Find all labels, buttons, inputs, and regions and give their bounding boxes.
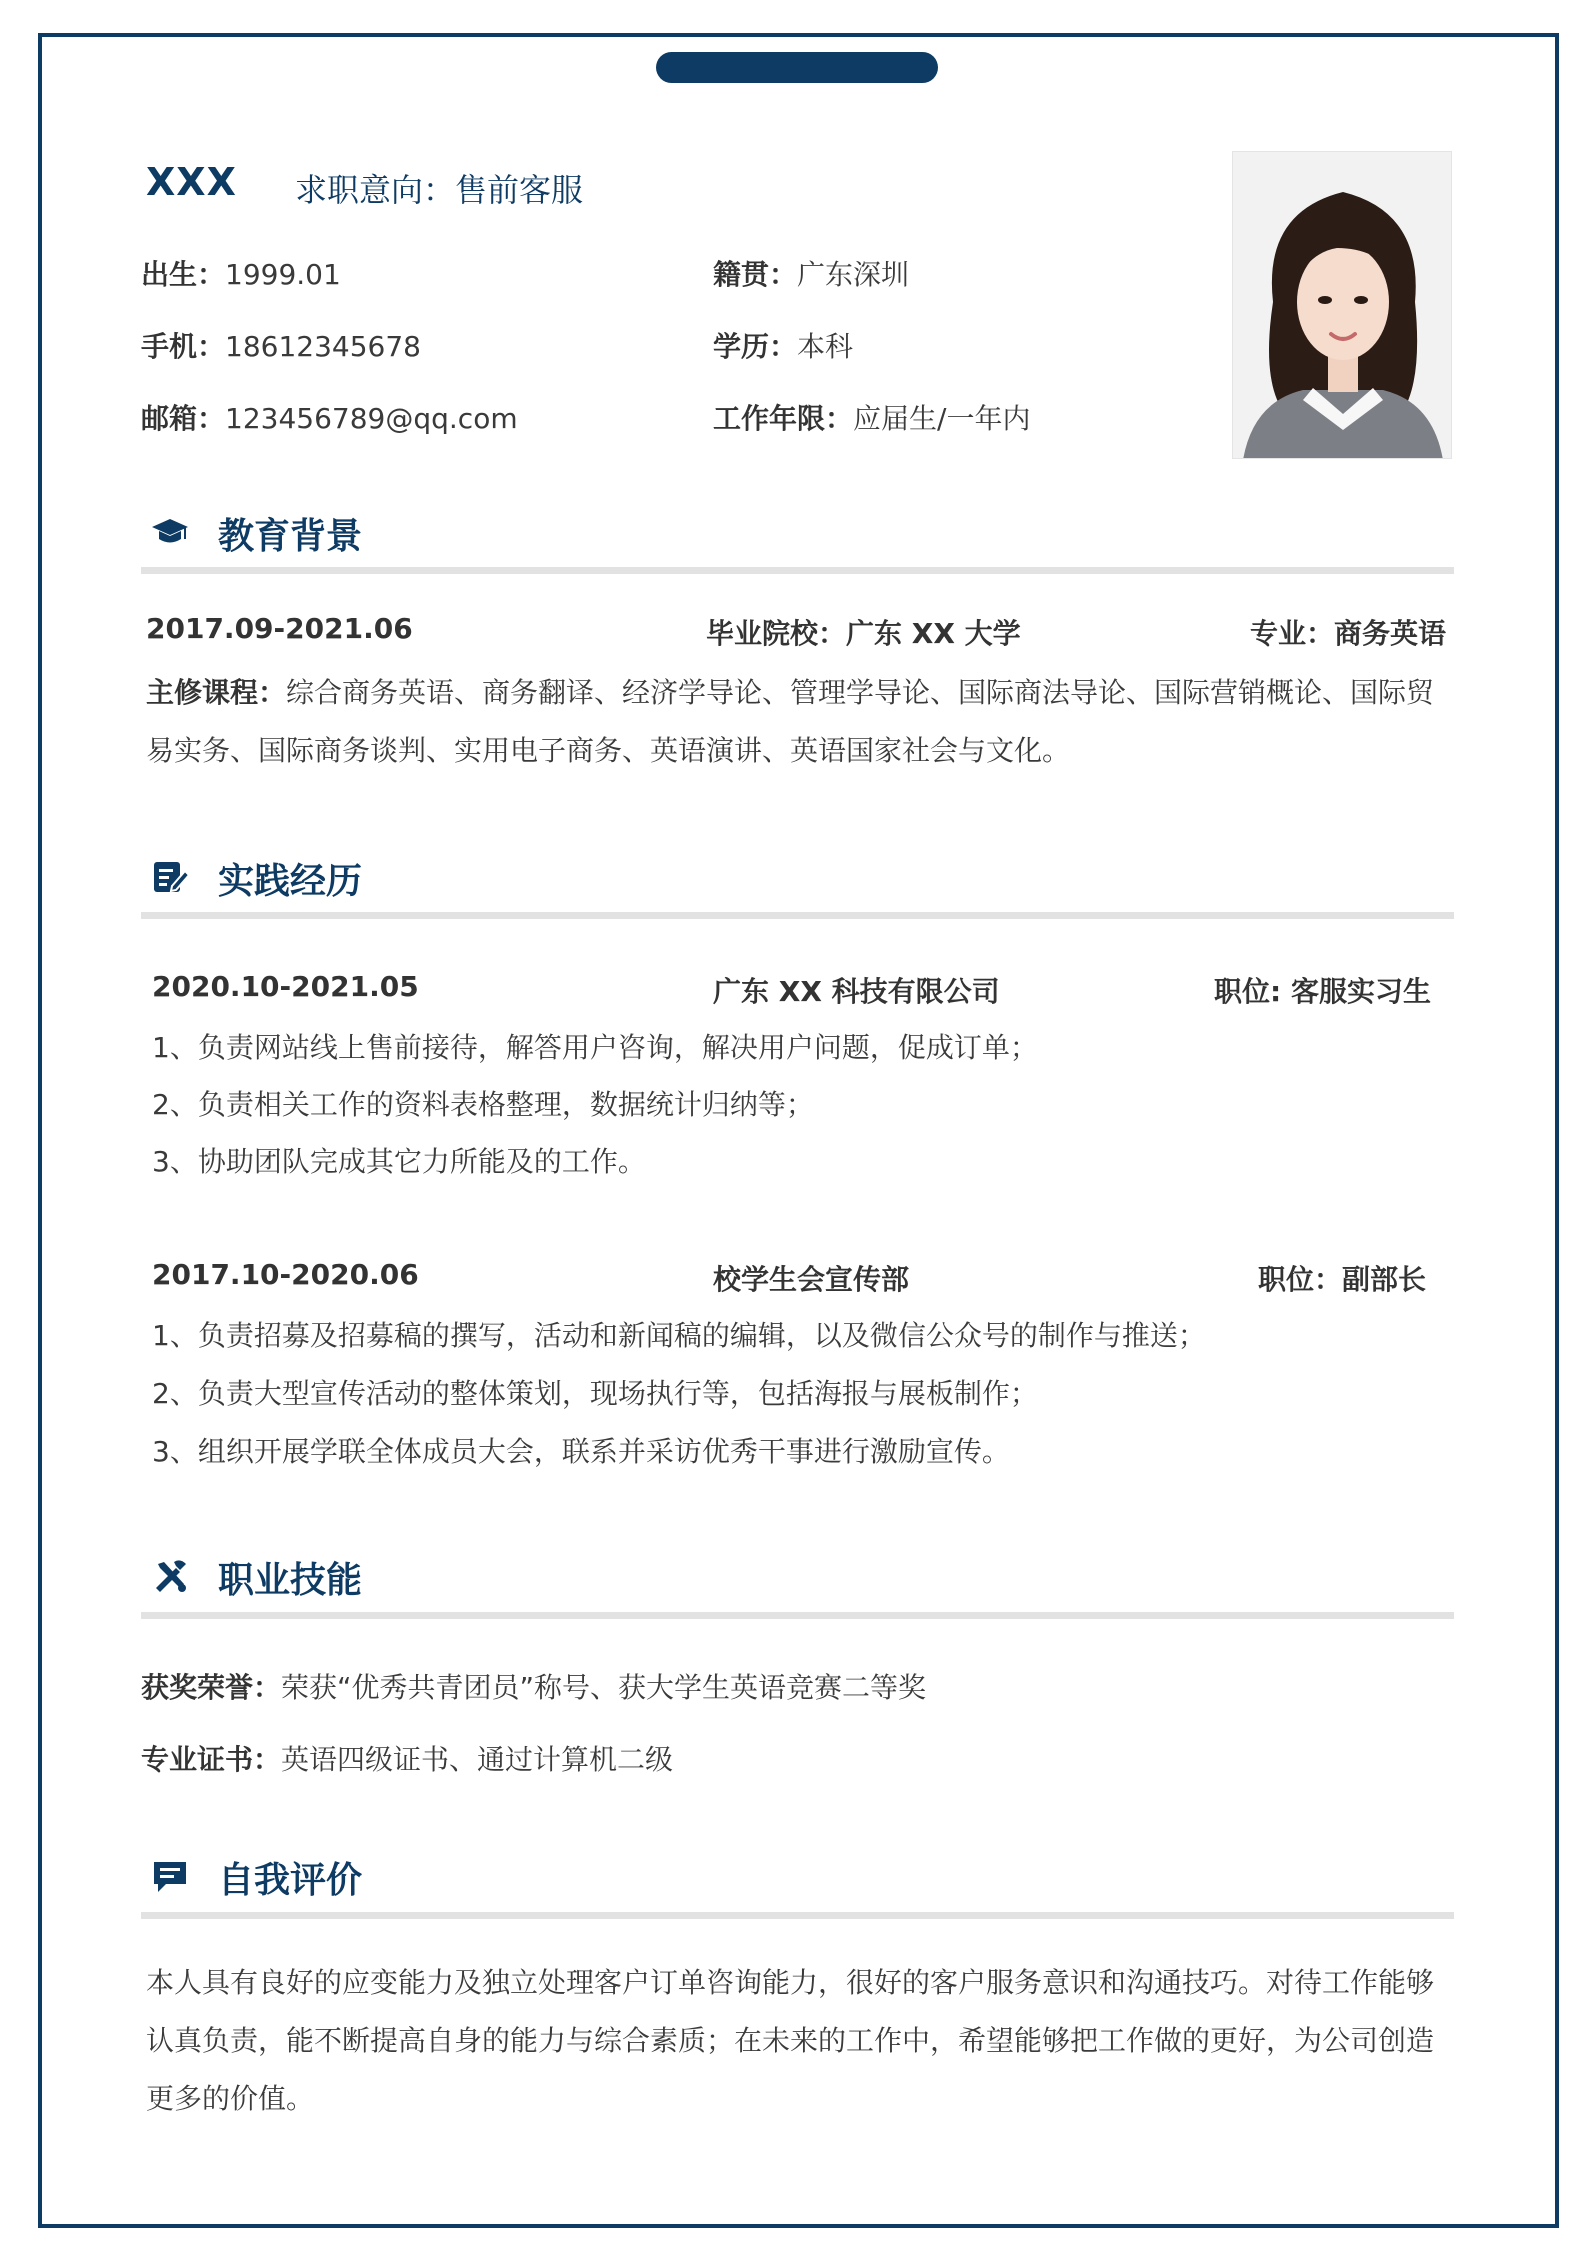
profile-photo [1232, 151, 1452, 459]
info-phone-label: 手机： [141, 330, 226, 363]
candidate-name: XXX [146, 160, 237, 204]
info-email-value: 123456789@qq.com [225, 402, 518, 435]
job-intent-value: 售前客服 [455, 171, 584, 209]
practice-period: 2017.10-2020.06 [152, 1258, 419, 1291]
skills-certificate [141, 1738, 673, 1778]
skills-award-label: 获奖荣誉： [141, 1671, 282, 1704]
practice-period: 2020.10-2021.05 [152, 970, 419, 1003]
skills-certificate-value: 英语四级证书、通过计算机二级 [281, 1743, 674, 1776]
top-decor-bar [656, 52, 938, 83]
education-section-title: 教育背景 [218, 516, 363, 557]
info-birth [141, 253, 341, 293]
self-section-title: 自我评价 [218, 1860, 363, 1901]
info-birth-value: 1999.01 [225, 258, 341, 291]
skills-section-title: 职业技能 [218, 1560, 363, 1601]
info-work-years-label: 工作年限： [713, 402, 854, 435]
education-school: 毕业院校：广东 XX 大学 [706, 617, 1021, 650]
practice-duty: 2、负责相关工作的资料表格整理，数据统计归纳等； [152, 1088, 814, 1121]
practice-duty: 3、组织开展学联全体成员大会，联系并采访优秀干事进行激励宣传。 [152, 1435, 1010, 1468]
info-phone [141, 325, 421, 365]
practice-duty: 1、负责网站线上售前接待，解答用户咨询，解决用户问题，促成订单； [152, 1031, 1038, 1064]
info-origin-label: 籍贯： [713, 258, 798, 291]
skills-certificate-label: 专业证书： [141, 1743, 282, 1776]
info-phone-value: 18612345678 [225, 330, 421, 363]
practice-position: 职位: 客服实习生 [1214, 975, 1431, 1008]
practice-org: 校学生会宣传部 [713, 1263, 910, 1296]
info-birth-label: 出生： [141, 258, 226, 291]
info-work-years [713, 397, 1030, 437]
job-intent-label: 求职意向： [295, 171, 456, 209]
job-intent [295, 165, 583, 211]
skills-award-value: 荣获“优秀共青团员”称号、获大学生英语竞赛二等奖 [281, 1671, 927, 1704]
skills-divider [141, 1612, 1454, 1619]
practice-divider [141, 912, 1454, 919]
profile-photo-illustration [1233, 152, 1452, 459]
info-origin-value: 广东深圳 [797, 258, 910, 291]
comment-icon [150, 1856, 190, 1896]
self-divider [141, 1912, 1454, 1919]
practice-org: 广东 XX 科技有限公司 [713, 975, 1000, 1008]
edit-note-icon [150, 856, 190, 896]
info-education [713, 325, 853, 365]
info-education-label: 学历： [713, 330, 798, 363]
education-courses-text: 综合商务英语、商务翻译、经济学导论、管理学导论、国际商法导论、国际营销概论、国际贸易实务、国际商务谈判、实用电子商务、英语演讲、英语国家社会与文化。 [146, 676, 1435, 767]
graduation-cap-icon [150, 513, 190, 553]
practice-position: 职位：副部长 [1258, 1263, 1427, 1296]
info-email-label: 邮箱： [141, 402, 226, 435]
info-education-value: 本科 [797, 330, 854, 363]
education-courses-label: 主修课程： [146, 676, 287, 709]
practice-duty: 1、负责招募及招募稿的撰写，活动和新闻稿的编辑，以及微信公众号的制作与推送； [152, 1319, 1206, 1352]
info-origin [713, 253, 909, 293]
skills-award [141, 1666, 926, 1706]
practice-duty: 3、协助团队完成其它力所能及的工作。 [152, 1145, 646, 1178]
education-period: 2017.09-2021.06 [146, 612, 413, 645]
info-email [141, 397, 518, 437]
education-major: 专业：商务英语 [1250, 617, 1447, 650]
self-evaluation-text: 本人具有良好的应变能力及独立处理客户订单咨询能力，很好的客户服务意识和沟通技巧。对待工作能够认真负责，能不断提高自身的能力与综合素质；在未来的工作中，希望能够把工作做的更好，为公司创造更多的价值。 [146, 1966, 1435, 2115]
education-courses [146, 664, 1452, 780]
education-divider [141, 567, 1454, 574]
practice-duty: 2、负责大型宣传活动的整体策划，现场执行等，包括海报与展板制作； [152, 1377, 1038, 1410]
tools-icon [150, 1556, 190, 1596]
practice-section-title: 实践经历 [218, 861, 363, 902]
info-work-years-value: 应届生/一年内 [853, 402, 1031, 435]
